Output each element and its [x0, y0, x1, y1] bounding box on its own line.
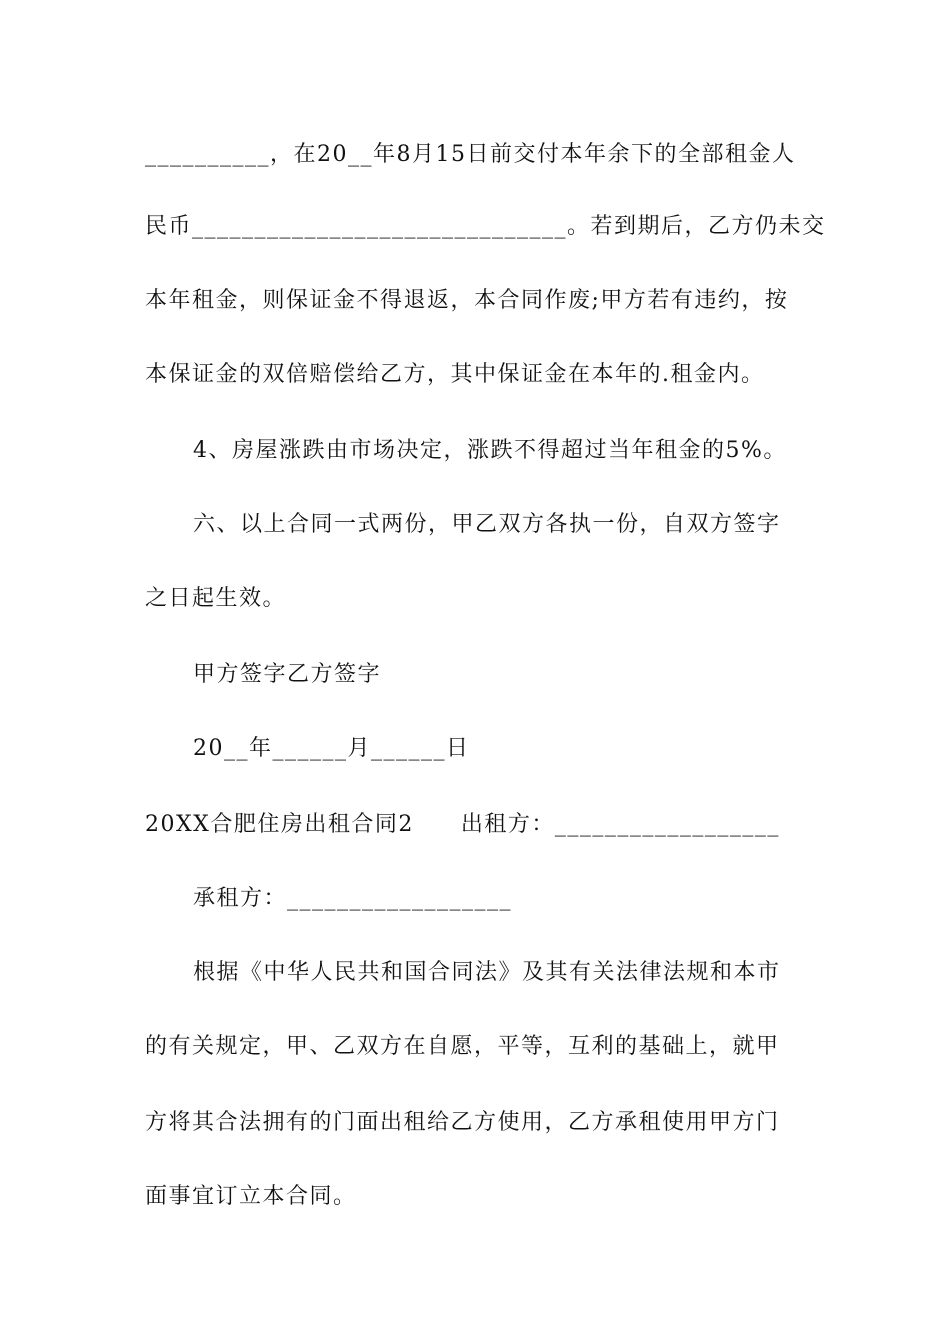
contract-heading-line: 20XX合肥住房出租合同2 出租方：__________________ — [145, 812, 780, 837]
text-line: 本保证金的双倍赔偿给乙方，其中保证金在本年的.租金内。 — [145, 362, 765, 387]
text-line: 面事宜订立本合同。 — [145, 1184, 357, 1209]
signature-line: 甲方签字乙方签字 — [193, 662, 382, 687]
text-line: 方将其合法拥有的门面出租给乙方使用，乙方承租使用甲方门 — [145, 1110, 780, 1135]
text-line: 本年租金，则保证金不得退返，本合同作废;甲方若有违约，按 — [145, 288, 789, 313]
text-line: 的有关规定，甲、乙双方在自愿，平等，互利的基础上，就甲 — [145, 1034, 780, 1059]
date-line: 20__年______月______日 — [193, 736, 470, 761]
text-line: 根据《中华人民共和国合同法》及其有关法律法规和本市 — [193, 960, 781, 985]
text-line: 民币______________________________。若到期后，乙方仍未交 — [145, 214, 826, 239]
text-line: 4、房屋涨跌由市场决定，涨跌不得超过当年租金的5%。 — [193, 438, 787, 463]
text-line: 之日起生效。 — [145, 586, 287, 611]
lessee-line: 承租方：__________________ — [193, 886, 513, 911]
text-line: 六、以上合同一式两份，甲乙双方各执一份，自双方签字 — [193, 512, 781, 537]
text-line: __________，在20__年8月15日前交付本年余下的全部租金人 — [145, 142, 796, 167]
